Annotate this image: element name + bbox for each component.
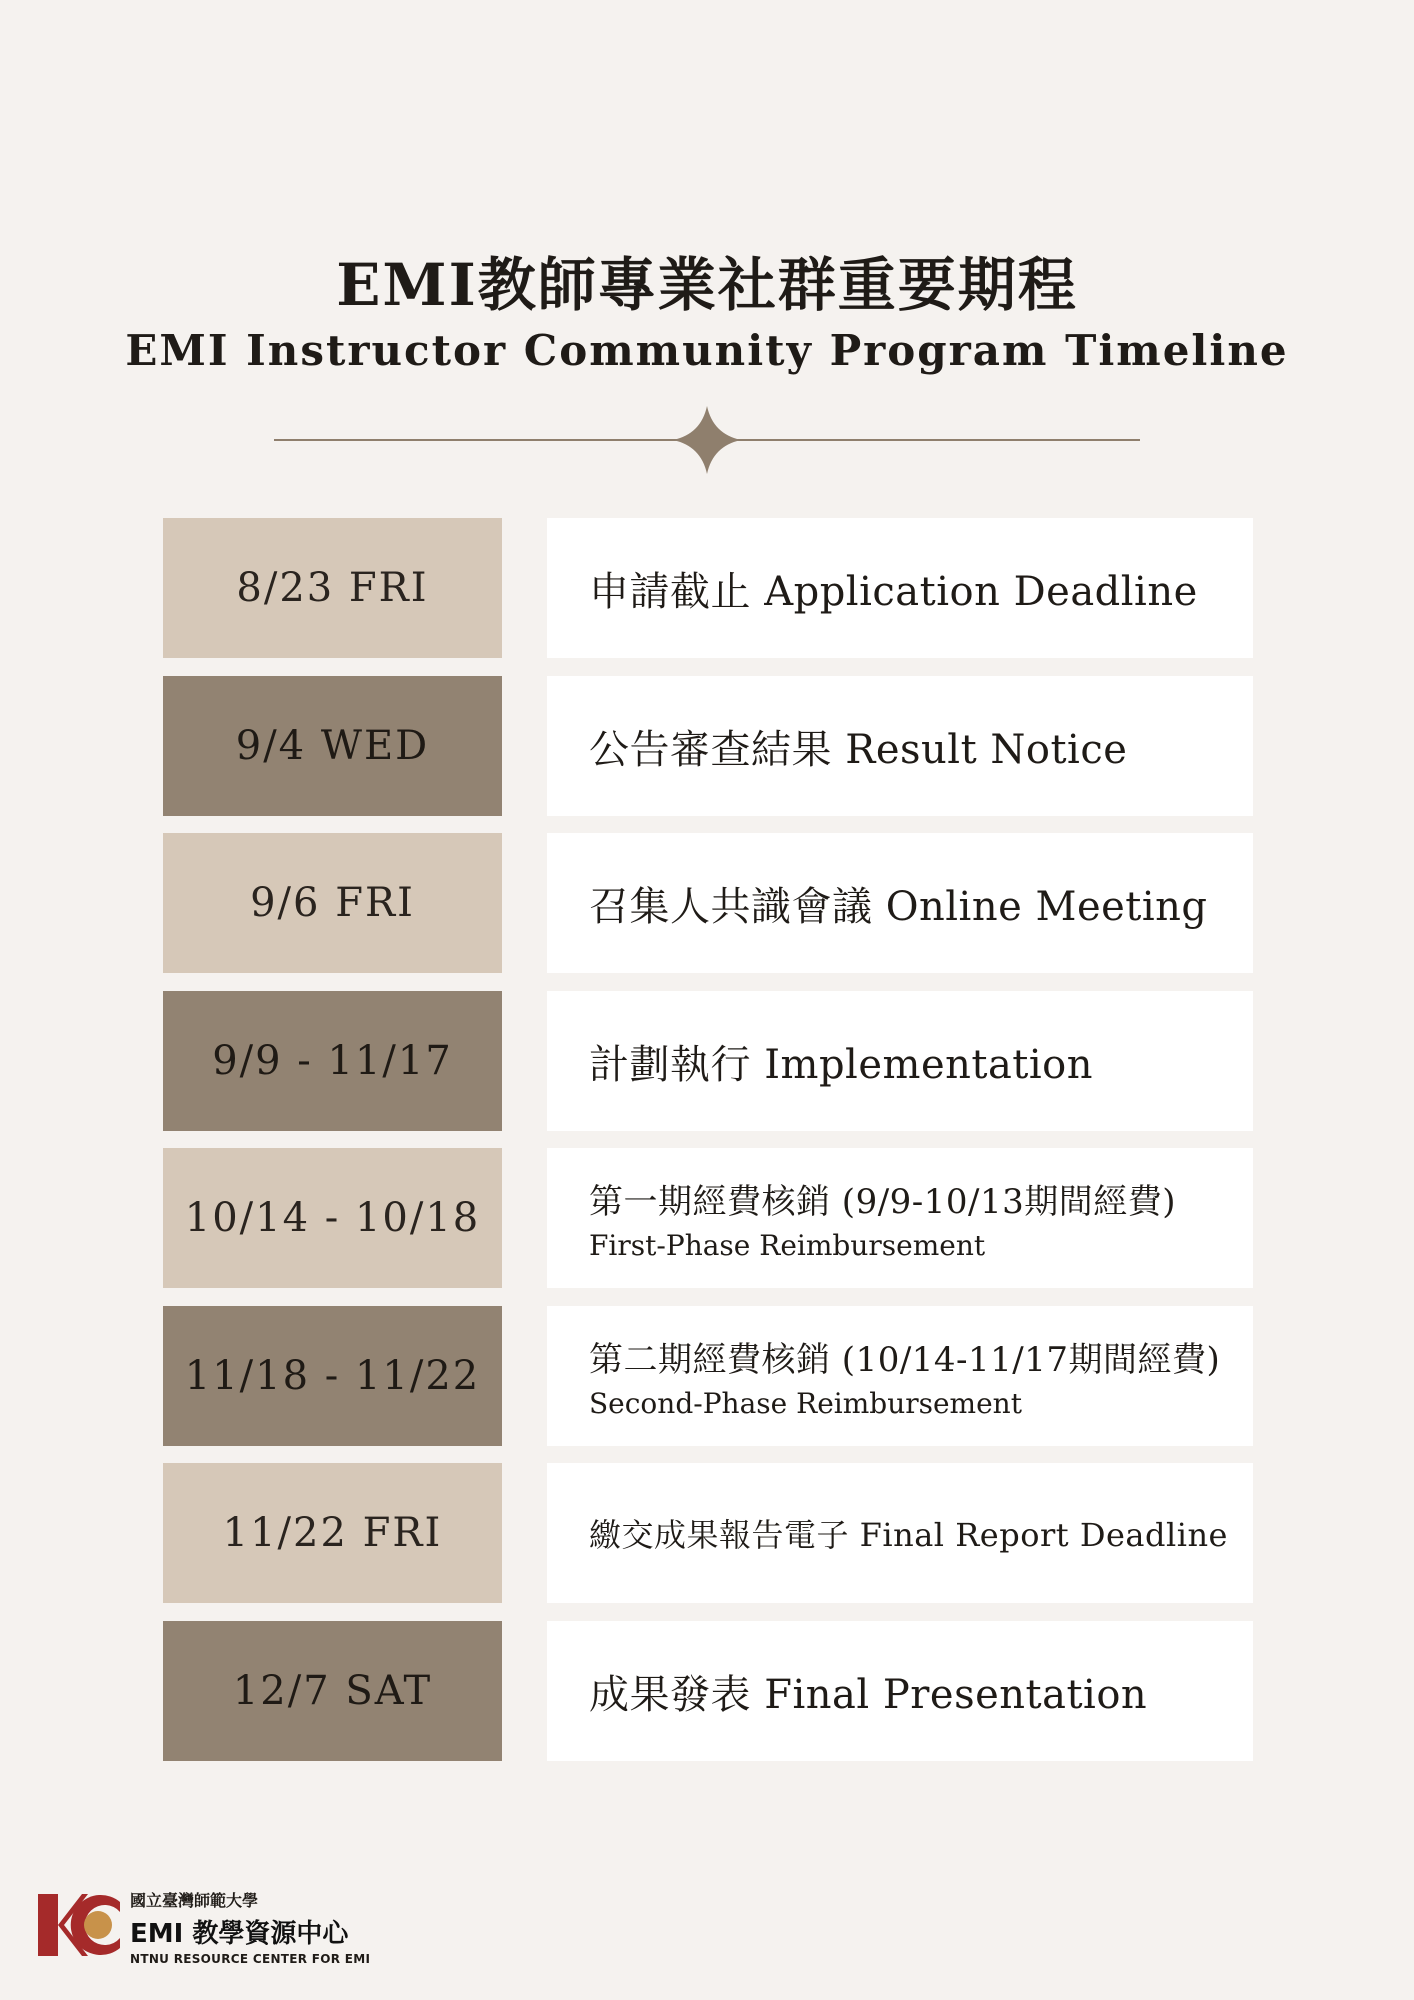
timeline-row [163,1621,1253,1761]
timeline-date: 11/22 FRI [163,1463,502,1603]
timeline-event [547,518,1253,658]
timeline-event-label: 第二期經費核銷 (10/14-11/17期間經費) [589,1340,1221,1380]
timeline-date: 8/23 FRI [163,518,502,658]
timeline-event [547,991,1253,1131]
timeline-event-label: 成果發表 Final Presentation [589,1671,1148,1718]
timeline-event-label: 申請截止 Application Deadline [589,568,1198,615]
timeline-date: 9/6 FRI [163,833,502,973]
timeline-row [163,1148,1253,1288]
timeline-row [163,991,1253,1131]
org-university: 國立臺灣師範大學 [130,1891,259,1910]
timeline-event [547,1463,1253,1603]
timeline-date: 10/14 - 10/18 [163,1148,502,1288]
timeline-event-label: 計劃執行 Implementation [589,1041,1094,1088]
timeline-event [547,1621,1253,1761]
timeline-date: 9/4 WED [163,676,502,816]
org-center-name-english: NTNU RESOURCE CENTER FOR EMI [130,1952,371,1966]
star-diamond-icon [673,406,741,474]
org-name [130,1888,370,1966]
org-center-name: EMI 教學資源中心 [130,1919,349,1949]
org-logo [38,1888,378,1968]
diamond-divider [274,400,1140,480]
timeline-event-subtitle: First-Phase Reimbursement [589,1229,986,1262]
page-title-english: EMI Instructor Community Program Timeline [125,326,1289,375]
timeline-event-subtitle: Second-Phase Reimbursement [589,1387,1022,1420]
timeline-event [547,676,1253,816]
timeline-date: 9/9 - 11/17 [163,991,502,1131]
timeline-row [163,676,1253,816]
page-title-chinese: EMI教師專業社群重要期程 [336,251,1078,319]
timeline-row [163,1463,1253,1603]
timeline-event-label: 第一期經費核銷 (9/9-10/13期間經費) [589,1182,1177,1222]
timeline-event [547,1148,1253,1288]
timeline-event [547,833,1253,973]
timeline-event-label: 召集人共識會議 Online Meeting [589,883,1208,930]
emi-center-logo-icon [38,1892,120,1958]
timeline-event-label: 公告審查結果 Result Notice [589,726,1128,773]
timeline-row [163,833,1253,973]
timeline-date: 12/7 SAT [163,1621,502,1761]
timeline-event-label: 繳交成果報告電子 Final Report Deadline [589,1516,1228,1554]
timeline-event [547,1306,1253,1446]
timeline-date: 11/18 - 11/22 [163,1306,502,1446]
timeline-row [163,518,1253,658]
timeline-row [163,1306,1253,1446]
